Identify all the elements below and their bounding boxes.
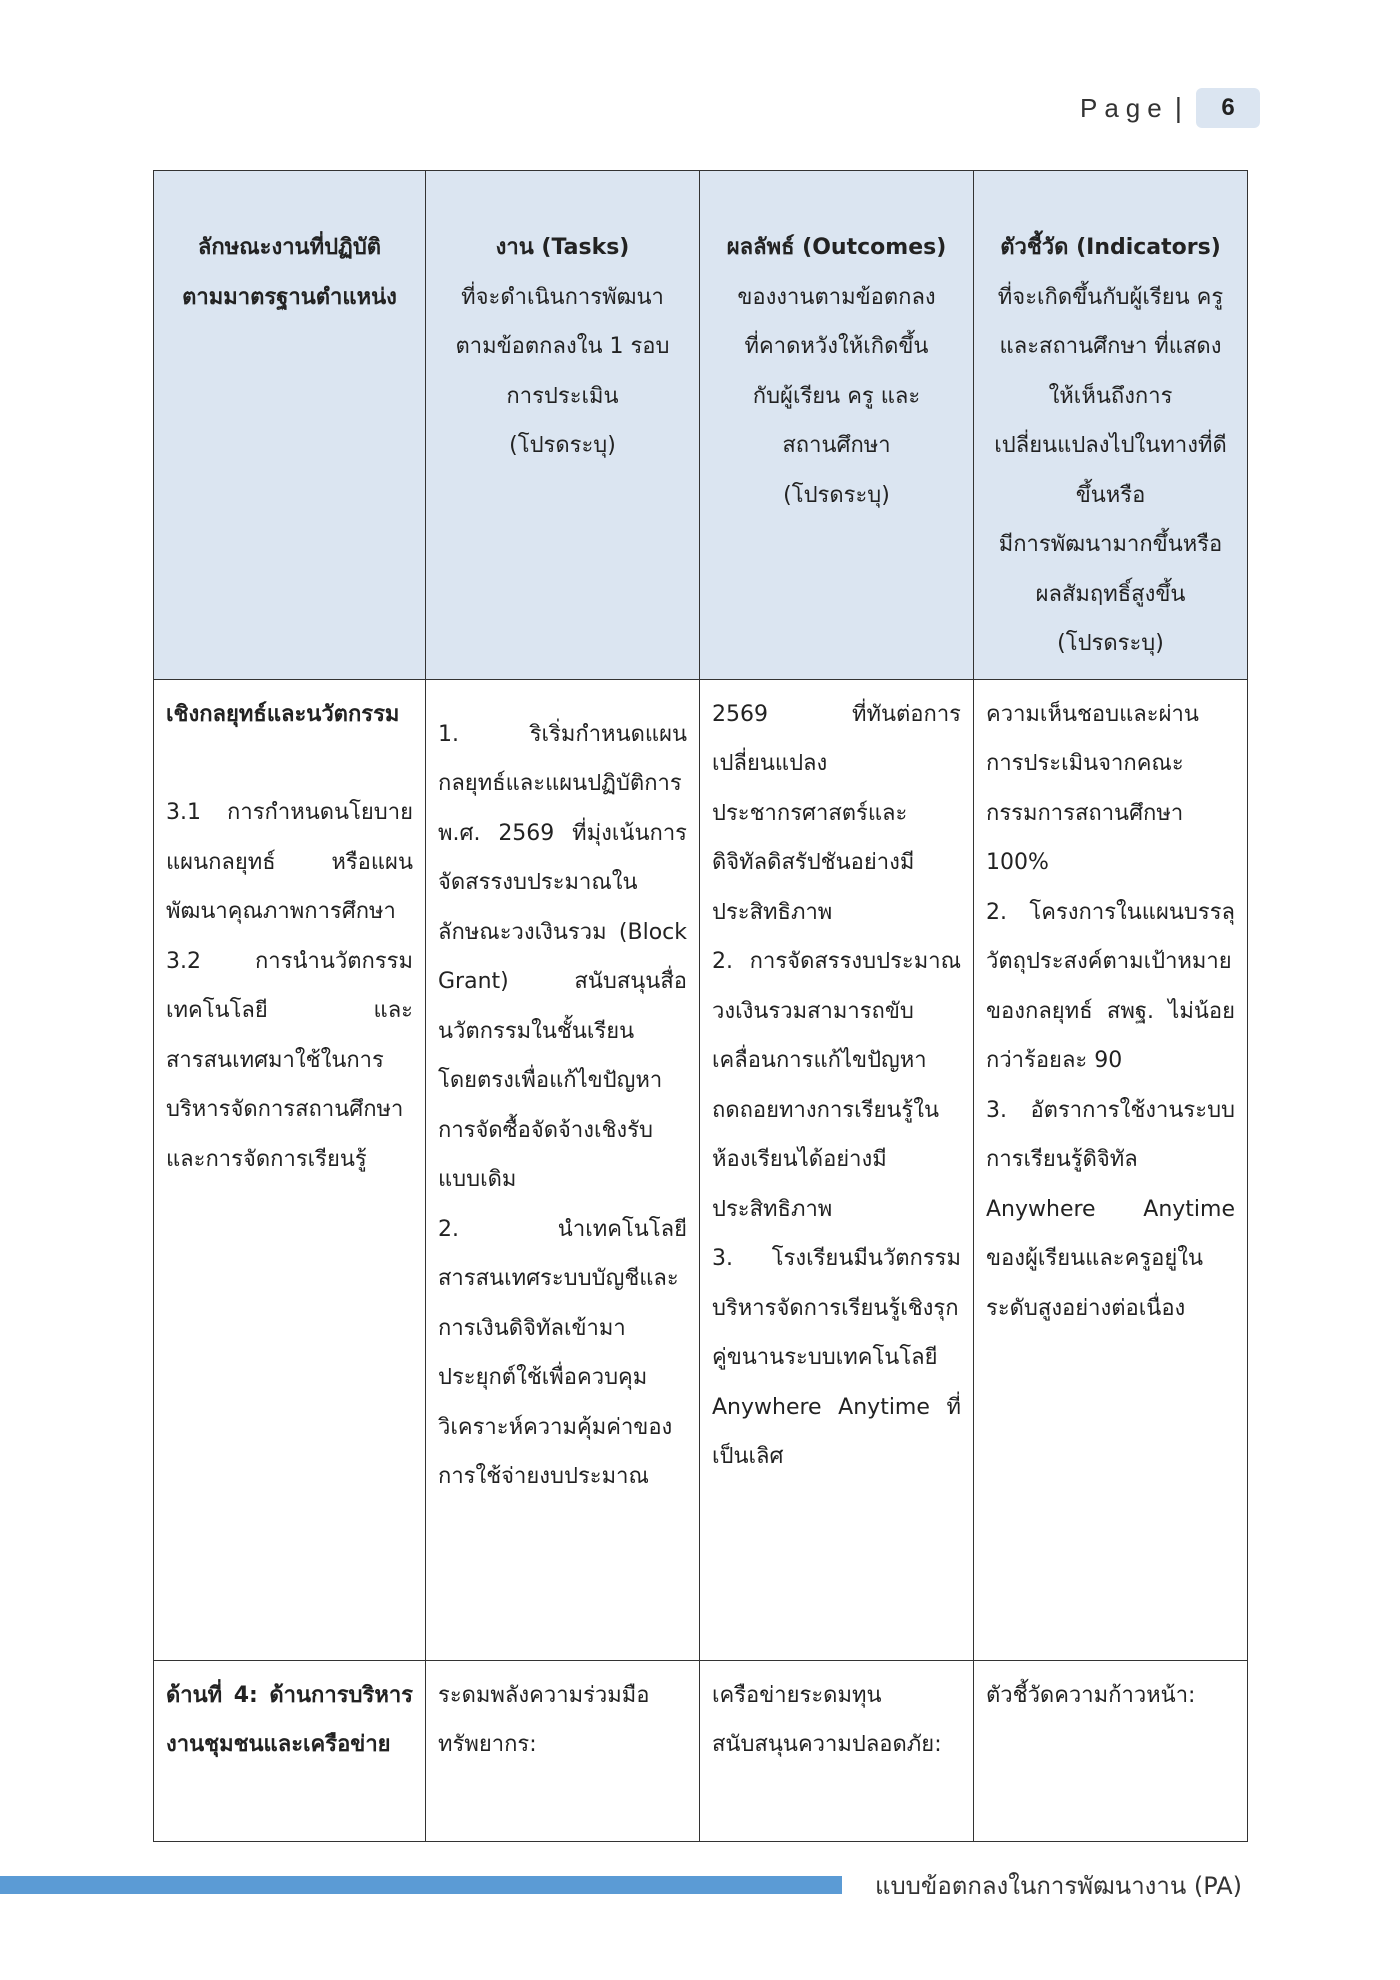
header-tasks <box>426 171 700 680</box>
header-line: ขึ้นหรือ <box>1075 482 1146 508</box>
header-title: ลักษณะงานที่ปฏิบัติ <box>197 235 382 260</box>
cell-community-tasks: ระดมพลังความร่วมมือทรัพยากร: <box>426 1660 700 1841</box>
cell-community-indicators: ตัวชี้วัดความก้าวหน้า: <box>974 1660 1248 1841</box>
cell-community-area: ด้านที่ 4: ด้านการบริหารงานชุมชนและเครือข่าย <box>154 1660 426 1841</box>
list-item: 2. นำเทคโนโลยีสารสนเทศระบบบัญชีและการเงินดิจิทัลเข้ามาประยุกต์ใช้เพื่อควบคุมวิเคราะห์ความคุ้มค่าของการใช้จ่ายงบประมาณ <box>438 1216 687 1489</box>
header-line: มีการพัฒนามากขึ้นหรือ <box>998 532 1223 557</box>
header-line: กับผู้เรียน ครู และ <box>752 383 921 409</box>
list-item: 2. การจัดสรรงบประมาณวงเงินรวมสามารถขับเคลื่อนการแก้ไขปัญหาถดถอยทางการเรียนรู้ในห้องเรียนได้อย่างมีประสิทธิภาพ <box>712 949 961 1222</box>
page-header <box>1080 88 1260 128</box>
header-line: ที่คาดหวังให้เกิดขึ้น <box>744 334 929 359</box>
header-line: ของงานตามข้อตกลง <box>737 284 936 310</box>
footer-title: แบบข้อตกลงในการพัฒนางาน (PA) <box>874 1872 1242 1900</box>
cell-outcomes <box>700 679 974 1660</box>
page-label: Page <box>1079 92 1169 123</box>
cell-community-outcomes: เครือข่ายระดมทุนสนับสนุนความปลอดภัย: <box>700 1660 974 1841</box>
list-item: 2. โครงการในแผนบรรลุวัตถุประสงค์ตามเป้าหมายของกลยุทธ์ สพฐ. ไม่น้อยกว่าร้อยละ 90 <box>986 899 1235 1073</box>
list-item: 3.2 การนำนวัตกรรม เทคโนโลยี และสารสนเทศมาใช้ในการบริหารจัดการสถานศึกษาและการจัดการเรียนรู้ <box>166 948 413 1172</box>
page-separator: | <box>1174 92 1182 123</box>
list-item: 3. อัตราการใช้งานระบบการเรียนรู้ดิจิทัล Anywhere Anytime ของผู้เรียนและครูอยู่ในระดับสูงอย่างต่อเนื่อง <box>986 1097 1235 1321</box>
header-line: ผลสัมฤทธิ์สูงขึ้น <box>1035 581 1186 607</box>
header-line: (โปรดระบุ) <box>509 433 616 458</box>
header-line: การประเมิน <box>506 383 619 409</box>
list-item: 3.1 การกำหนดนโยบาย แผนกลยุทธ์ หรือแผนพัฒนาคุณภาพการศึกษา <box>166 800 413 924</box>
cell-tasks <box>426 679 700 1660</box>
header-line: ตามมาตรฐานตำแหน่ง <box>182 284 397 310</box>
cell-characteristics <box>154 679 426 1660</box>
header-outcomes <box>700 171 974 680</box>
header-title: ตัวชี้วัด (Indicators) <box>1000 235 1221 260</box>
page-number-badge: 6 <box>1196 88 1260 128</box>
strategy-title: เชิงกลยุทธ์และนวัตกรรม <box>166 701 400 727</box>
header-line: สถานศึกษา <box>782 433 891 458</box>
spacer <box>166 739 413 788</box>
header-line: (โปรดระบุ) <box>783 482 890 508</box>
header-title: งาน (Tasks) <box>495 235 630 260</box>
header-line: ให้เห็นถึงการ <box>1048 383 1173 409</box>
table-row <box>154 679 1248 1660</box>
list-item: 1. ริเริ่มกำหนดแผนกลยุทธ์และแผนปฏิบัติการ พ.ศ. 2569 ที่มุ่งเน้นการจัดสรรงบประมาณในลักษณะวงเงินรวม (Block Grant) สนับสนุนสื่อนวัตกรรมในชั้นเรียนโดยตรงเพื่อแก้ไขปัญหาการจัดซื้อจัดจ้างเชิงรับแบบเดิม <box>438 721 687 1192</box>
header-line: ตามข้อตกลงใน 1 รอบ <box>455 334 670 359</box>
list-item: 3. โรงเรียนมีนวัตกรรมบริหารจัดการเรียนรู้เชิงรุกคู่ขนานระบบเทคโนโลยี Anywhere Anytime ที่เป็นเลิศ <box>712 1246 961 1469</box>
header-line: ที่จะเกิดขึ้นกับผู้เรียน ครู <box>997 284 1224 310</box>
header-characteristics <box>154 171 426 680</box>
header-indicators <box>974 171 1248 680</box>
header-line: ที่จะดำเนินการพัฒนา <box>461 284 664 310</box>
pa-agreement-table <box>153 170 1248 1842</box>
list-item: 2569 ที่ทันต่อการเปลี่ยนแปลงประชากรศาสตร์และดิจิทัลดิสรัปชันอย่างมีประสิทธิภาพ <box>712 701 961 925</box>
header-line: เปลี่ยนแปลงไปในทางที่ดี <box>994 433 1227 458</box>
header-title: ผลลัพธ์ (Outcomes) <box>726 235 947 260</box>
header-line: และสถานศึกษา ที่แสดง <box>999 334 1222 359</box>
header-line: (โปรดระบุ) <box>1057 631 1164 656</box>
table-header-row <box>154 171 1248 680</box>
table-row <box>154 1660 1248 1841</box>
footer-accent-bar <box>0 1876 842 1894</box>
list-item: ความเห็นชอบและผ่านการประเมินจากคณะกรรมการสถานศึกษา 100% <box>986 701 1199 875</box>
cell-indicators <box>974 679 1248 1660</box>
